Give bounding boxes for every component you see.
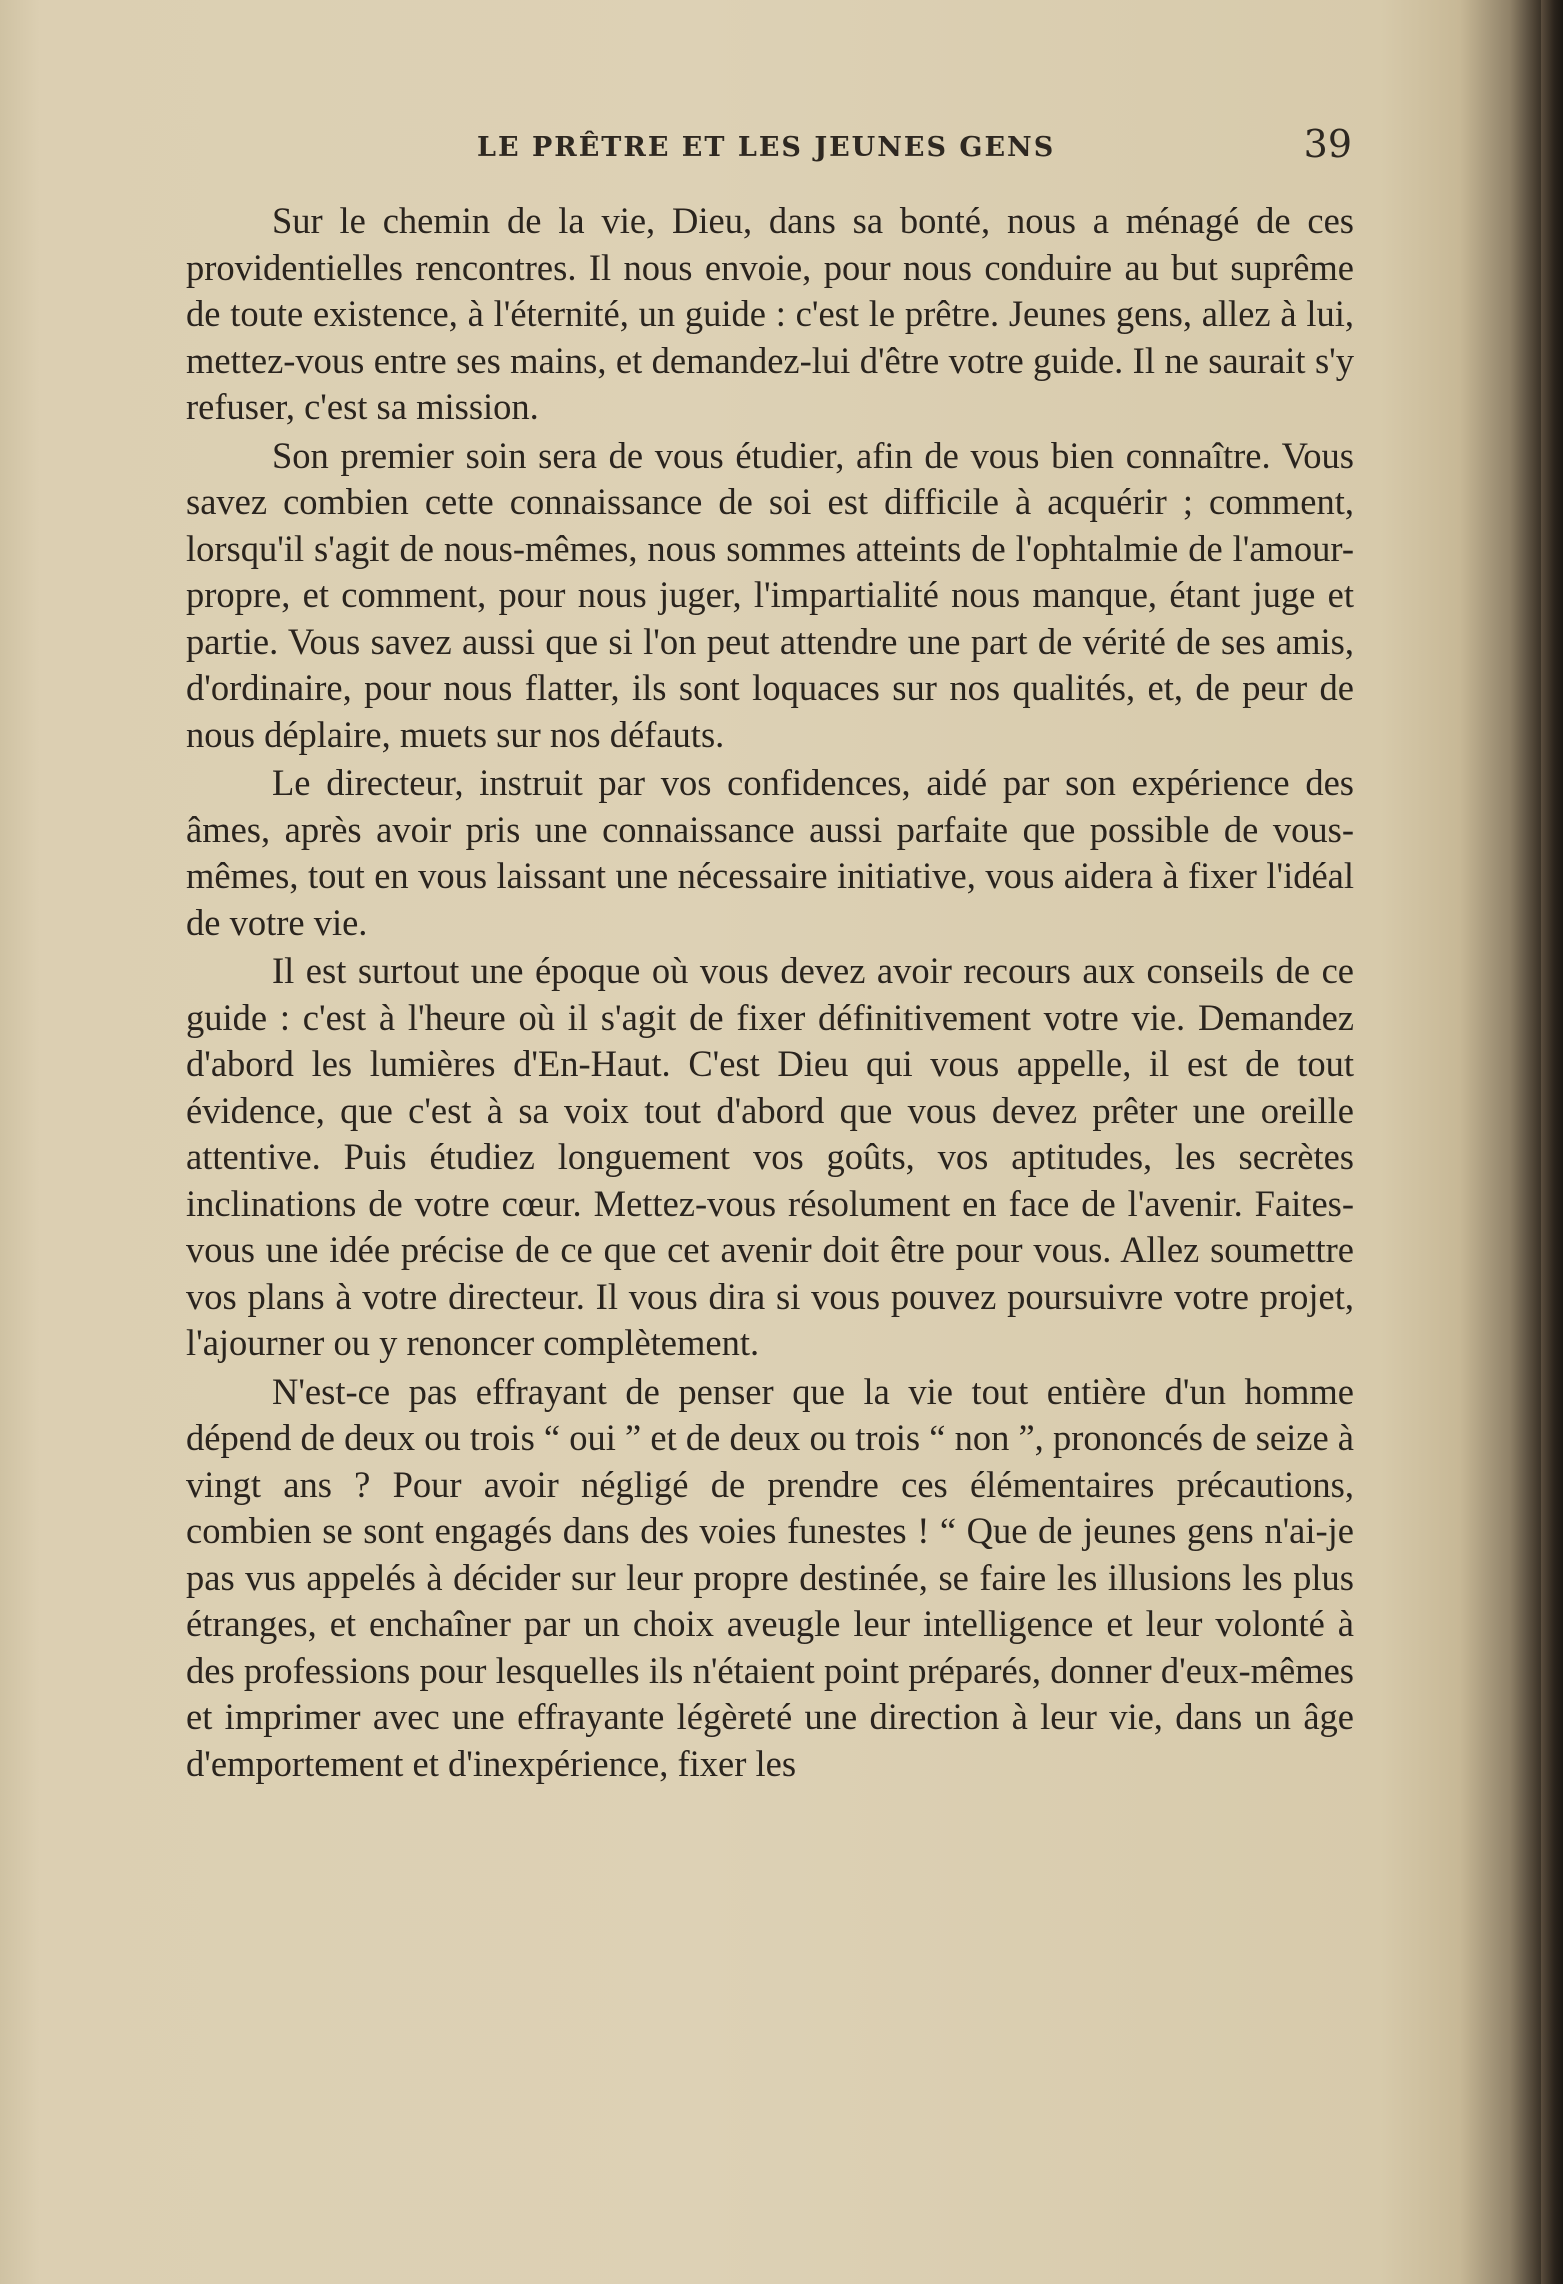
- page-number: 39: [1303, 122, 1352, 166]
- paragraph: Le directeur, instruit par vos confidences, aidé par son expérience des âmes, après avoir pris une connaissance aussi parfaite que possible de vous-mêmes, tout en vous laissant une nécessaire initiative, vous aidera à fixer l'idéal de votre vie.: [186, 762, 1354, 943]
- page-header: [180, 122, 1370, 172]
- book-binding-edge: [1541, 0, 1563, 2284]
- paragraph: N'est-ce pas effrayant de penser que la vie tout entière d'un homme dépend de deux ou trois “ oui ” et de deux ou trois “ non ”, prononcés de seize à vingt ans ? Pour avoir négligé de prendre ces élémentaires précautions, combien se sont engagés dans des voies funestes ! “ Que de jeunes gens n'ai-je pas vus appelés à décider sur leur propre destinée, se faire les illusions les plus étranges, et enchaîner par un choix aveugle leur intelligence et leur volonté à des professions pour lesquelles ils n'étaient point préparés, donner d'eux-mêmes et imprimer avec une effrayante légèreté une direction à leur vie, dans un âge d'emportement et d'inexpérience, fixer les: [186, 1370, 1354, 1784]
- paragraph: Sur le chemin de la vie, Dieu, dans sa bonté, nous a ménagé de ces providentielles rencontres. Il nous envoie, pour nous conduire au but suprême de toute existence, à l'éternité, un guide : c'est le prêtre. Jeunes gens, allez à lui, mettez-vous entre ses mains, et demandez-lui d'être votre guide. Il ne saurait s'y refuser, c'est sa mission.: [186, 200, 1354, 427]
- body-text: [186, 198, 1354, 1789]
- paragraph: Son premier soin sera de vous étudier, afin de vous bien connaître. Vous savez combien cette connaissance de soi est difficile à acquérir ; comment, lorsqu'il s'agit de nous-mêmes, nous sommes atteints de l'ophtalmie de l'amour-propre, et comment, pour nous juger, l'impartialité nous manque, étant juge et partie. Vous savez aussi que si l'on peut attendre une part de vérité de ses amis, d'ordinaire, pour nous flatter, ils sont loquaces sur nos qualités, et, de peur de nous déplaire, muets sur nos défauts.: [186, 434, 1354, 755]
- paragraph: Il est surtout une époque où vous devez avoir recours aux conseils de ce guide : c'est à l'heure où il s'agit de fixer définitivement votre vie. Demandez d'abord les lumières d'En-Haut. C'est Dieu qui vous appelle, il est de tout évidence, que c'est à sa voix tout d'abord que vous devez prêter une oreille attentive. Puis étudiez longuement vos goûts, vos aptitudes, les secrètes inclinations de votre cœur. Mettez-vous résolument en face de l'avenir. Faites-vous une idée précise de ce que cet avenir doit être pour vous. Allez soumettre vos plans à votre directeur. Il vous dira si vous pouvez poursuivre votre projet, l'ajourner ou y renoncer complètement.: [186, 950, 1354, 1363]
- running-title: LE PRÊTRE ET LES JEUNES GENS: [477, 132, 1056, 163]
